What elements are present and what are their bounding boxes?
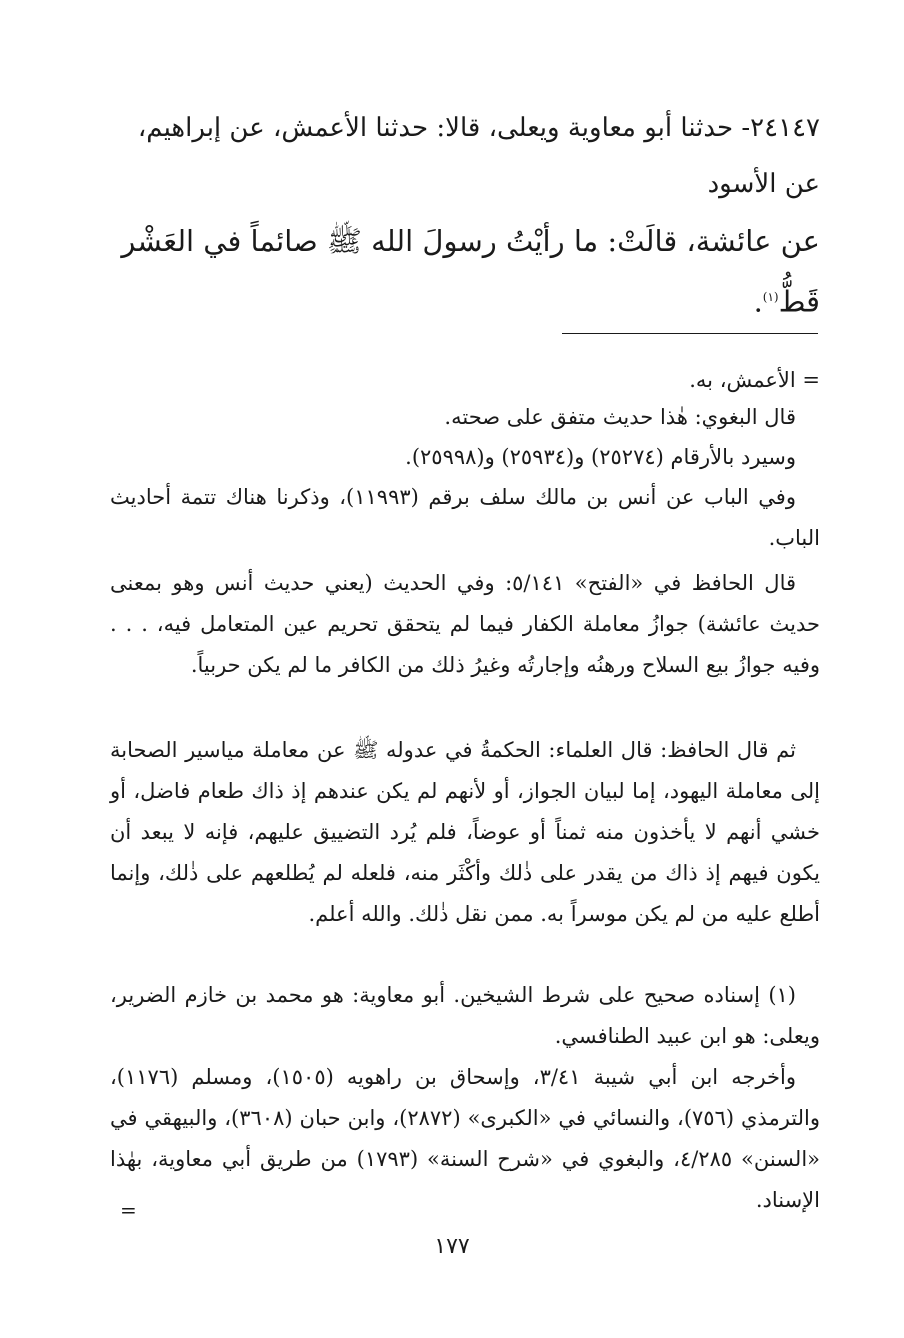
footnote-paragraph-2: وسيرد بالأرقام (٢٥٢٧٤) و(٢٥٩٣٤) و(٢٥٩٩٨). <box>405 445 796 469</box>
footnote-paragraph-1: قال البغوي: هٰذا حديث متفق على صحته. <box>444 405 796 429</box>
hadith-last-word: قَطُّ <box>778 284 820 319</box>
hadith-line-1: ٢٤١٤٧- حدثنا أبو معاوية ويعلى، قالا: حدثنا الأعمش، عن إبراهيم، <box>137 113 820 143</box>
hadith-line-4 <box>110 268 820 331</box>
footnote-divider <box>562 333 818 334</box>
hadith-end: . <box>753 284 763 319</box>
footnote-paragraph-5: ثم قال الحافظ: قال العلماء: الحكمةُ في عدوله ﷺ عن معاملة مياسير الصحابة إلى معاملة اليهود، إما لبيان الجواز، أو لأنهم لم يكن عندهم إذ ذاك طعام فاضل، أو خشي أنهم لا يأخذون منه ثمناً أو عوضاً، فلم يُرد التضييق عليهم، فإنه لا يبعد أن يكون فيهم إذ ذاك من يقدر على ذٰلك وأكْثَر منه، فلعله لم يُطلعهم على ذٰلك، وإنما أطلع عليه من لم يكن موسراً به. ممن نقل ذٰلك. والله أعلم. <box>110 738 820 926</box>
footnote-paragraph-3: وفي الباب عن أنس بن مالك سلف برقم (١١٩٩٣)، وذكرنا هناك تتمة أحاديث الباب. <box>110 485 820 550</box>
footnote-paragraph-4: قال الحافظ في «الفتح» ٥/١٤١: وفي الحديث (يعني حديث أنس وهو بمعنى حديث عائشة) جوازُ معاملة الكفار فيما لم يتحقق تحريم عين المتعامل فيه، . . . وفيه جوازُ بيع السلاح ورهنُه وإجارتُه وغيرُ ذلك من الكافر ما لم يكن حربياً. <box>110 571 820 677</box>
footnote-ref: (١) <box>762 290 779 304</box>
footnote-continuation: = الأعمش، به. <box>689 368 820 392</box>
hadith-line-2: عن الأسود <box>707 169 820 199</box>
page-number: ١٧٧ <box>434 1234 470 1259</box>
hadith-line-3: عن عائشة، قالَتْ: ما رأيْتُ رسولَ الله ﷺ صائماً في العَشْر <box>121 224 820 258</box>
footnote-1-takhrij: وأخرجه ابن أبي شيبة ٣/٤١، وإسحاق بن راهويه (١٥٠٥)، ومسلم (١١٧٦)، والترمذي (٧٥٦)، والنسائي في «الكبرى» (٢٨٧٢)، وابن حبان (٣٦٠٨)، والبيهقي في «السنن» ٤/٢٨٥، والبغوي في «شرح السنة» (١٧٩٣) من طريق أبي معاوية، بهٰذا الإسناد. <box>110 1065 821 1212</box>
continued-mark: = <box>120 1198 137 1222</box>
footnote-1-isnad: (١) إسناده صحيح على شرط الشيخين. أبو معاوية: هو محمد بن خازم الضرير، ويعلى: هو ابن عبيد الطنافسي. <box>110 983 820 1048</box>
